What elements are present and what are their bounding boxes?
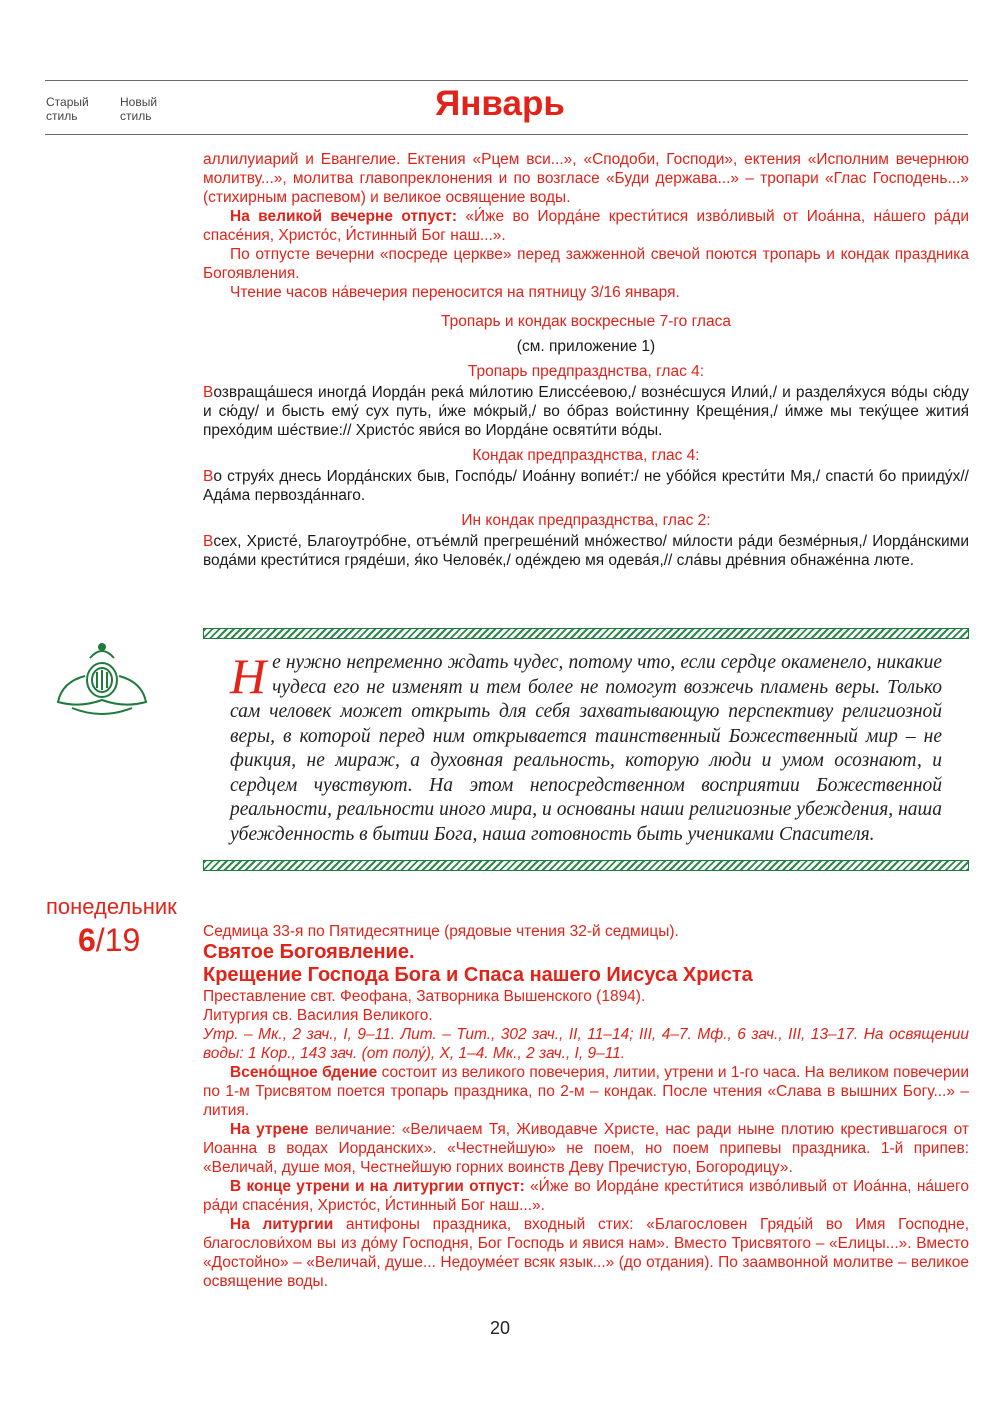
theophany-section (203, 922, 969, 1291)
paragraph: Чтение часов на́вечерия переносится на пятницу 3/16 января. (230, 284, 680, 301)
date-label: 6/19 (78, 922, 141, 958)
header-bottom-rule (45, 134, 968, 135)
paragraph: На утрене величание: «Величаем Тя, Живодавче Христе, нас ради ныне плотию крестившагося от Иоанна в водах Иорданских». «Честнейшую» не поем, но поем припевы праздника. 1-й припев: «Величай, душе моя, Честнейшую горних воинств Деву Пречистую, Богородицу». (203, 1121, 969, 1176)
hymn-heading: Тропарь предпразднства, глас 4: (467, 363, 705, 380)
week-line: Седмица 33-я по Пятидесятнице (рядовые чтения 32-й седмицы). (203, 923, 679, 940)
liturgy-line: Литургия св. Василия Великого. (203, 1007, 433, 1024)
evening-service-section (203, 150, 969, 570)
hymn-text: Во струя́х днесь Иорда́нских быв, Госпо́дь/ Иоа́нну вопие́т:/ не убо́йся крести́ти Мя,/ спасти́ бо прииду́х// Ада́ма первозда́ннаго. (203, 468, 969, 504)
feast-title: Крещение Господа Бога и Спаса нашего Иисуса Христа (203, 964, 753, 986)
quote-text: е нужно непременно ждать чудес, потому что, если сердце окаменело, никакие чудеса его не изменят и тем более не помогут возжечь пламень веры. Только сам человек может открыть для себя захватывающую перспективу религиозной веры, в которой перед ним открывается таинственный Божественный мир – не фикция, не мираж, а духовная реальность, которую люди и умом осознают, и сердцем чувствуют. На этом непосредственном восприятии Божественной реальности, реальности иного мира, и основаны наши религиозные убеждения, наша убежденность в бытии Бога, наша готовность быть учениками Спасителя. (230, 652, 942, 845)
top-rule (45, 80, 968, 81)
quote-block (230, 648, 942, 847)
quote-dropcap: Н (230, 648, 267, 704)
paragraph: Всено́щное бдение состоит из великого повечерия, литии, утрени и 1-го часа. На великом повечерии по 1-м Трисвятом поется тропарь праздника, по 2-м – кондак. После чтения «Слава в вышних Богу...» – лития. (203, 1064, 969, 1119)
patriarch-emblem-icon (52, 636, 152, 720)
commemoration-line: Преставление свт. Феофана, Затворника Вышенского (1894). (203, 988, 646, 1005)
old-style-label: Старый стиль (46, 95, 89, 123)
paragraph: На литургии антифоны праздника, входный стих: «Благословен Гряды́й во Имя Господне, благослови́хом вы из до́му Господня, Бог Господь и явися нам». Вместо Трисвятого – «Елицы...». Вместо «Достойно» – «Величай, душе... Недоуме́ет всяк язык...» (до отдания). По заамвонной молитве – великое освящение воды. (203, 1216, 969, 1290)
ornament-border-bottom (203, 860, 969, 871)
paragraph: аллилуиарий и Евангелие. Ектения «Рцем вси...», «Сподоби, Господи», ектения «Исполним вечернюю молитву...», молитва главопреклонения и по возгласе «Буди держава...» – тропари «Глас Господень...» (стихирным распевом) и великое освящение воды. (203, 151, 969, 206)
paragraph: В конце утрени и на литургии отпуст: «И́же во Иорда́не крести́тися изво́ливый от Иоа́нна, на́шего ра́ди спасе́ния, Христо́с, И́стинный Бог наш...». (203, 1178, 969, 1214)
ornament-border-top (203, 628, 969, 639)
feast-title: Святое Богоявление. (203, 941, 415, 963)
readings: Утр. – Мк., 2 зач., I, 9–11. Лит. – Тит., 302 зач., II, 11–14; III, 4–7. Мф., 6 зач., III, 13–17. На освящении воды: 1 Кор., 143 зач. (от полу́), X, 1–4. Мк., 2 зач., I, 9–11. (203, 1026, 969, 1062)
hymn-heading: Ин кондак предпразднства, глас 2: (461, 512, 711, 529)
paragraph: По отпусте вечерни «посреде церкве» перед зажженной свечой поются тропарь и кондак праздника Богоявления. (203, 246, 969, 282)
weekday-label: понедельник (46, 894, 177, 919)
new-style-label: Новый стиль (120, 95, 158, 123)
hymn-note: (см. приложение 1) (516, 338, 656, 355)
hymn-text: Возвраща́шеся иногда́ Иорда́н река́ ми́лотию Елиссе́евою,/ возне́сшуся Илии́,/ и разделя́хуся во́ды сю́ду и сю́ду/ и бысть ему́ сух путь, и́же мо́крый,/ во о́браз вои́стинну Креще́ния,/ и́мже мы теку́щее жития́ прехо́дим ше́ствие:// Христо́с яви́ся во Иорда́не освяти́ти во́ды. (203, 384, 969, 439)
hymn-text: Всех, Христе́, Благоутро́бне, отъе́млй прегреше́ний мно́жество/ ми́лости ра́ди безме́рныя,/ Иорда́нскими вода́ми крести́тися гряде́ши, я́ко Челове́к,/ оде́ждею мя одева́я,// сла́вы дре́вния обнаже́нна люте. (203, 533, 969, 569)
month-title: Январь (435, 84, 565, 123)
hymn-heading: Тропарь и кондак воскресные 7-го гласа (441, 313, 731, 330)
page-number: 20 (489, 1318, 511, 1338)
paragraph: На великой вечерне отпуст: «И́же во Иорда́не крести́тися изво́ливый от Иоа́нна, на́шего ра́ди спасе́ния, Христо́с, И́стинный Бог наш...». (203, 208, 970, 244)
hymn-heading: Кондак предпразднства, глас 4: (472, 447, 700, 464)
